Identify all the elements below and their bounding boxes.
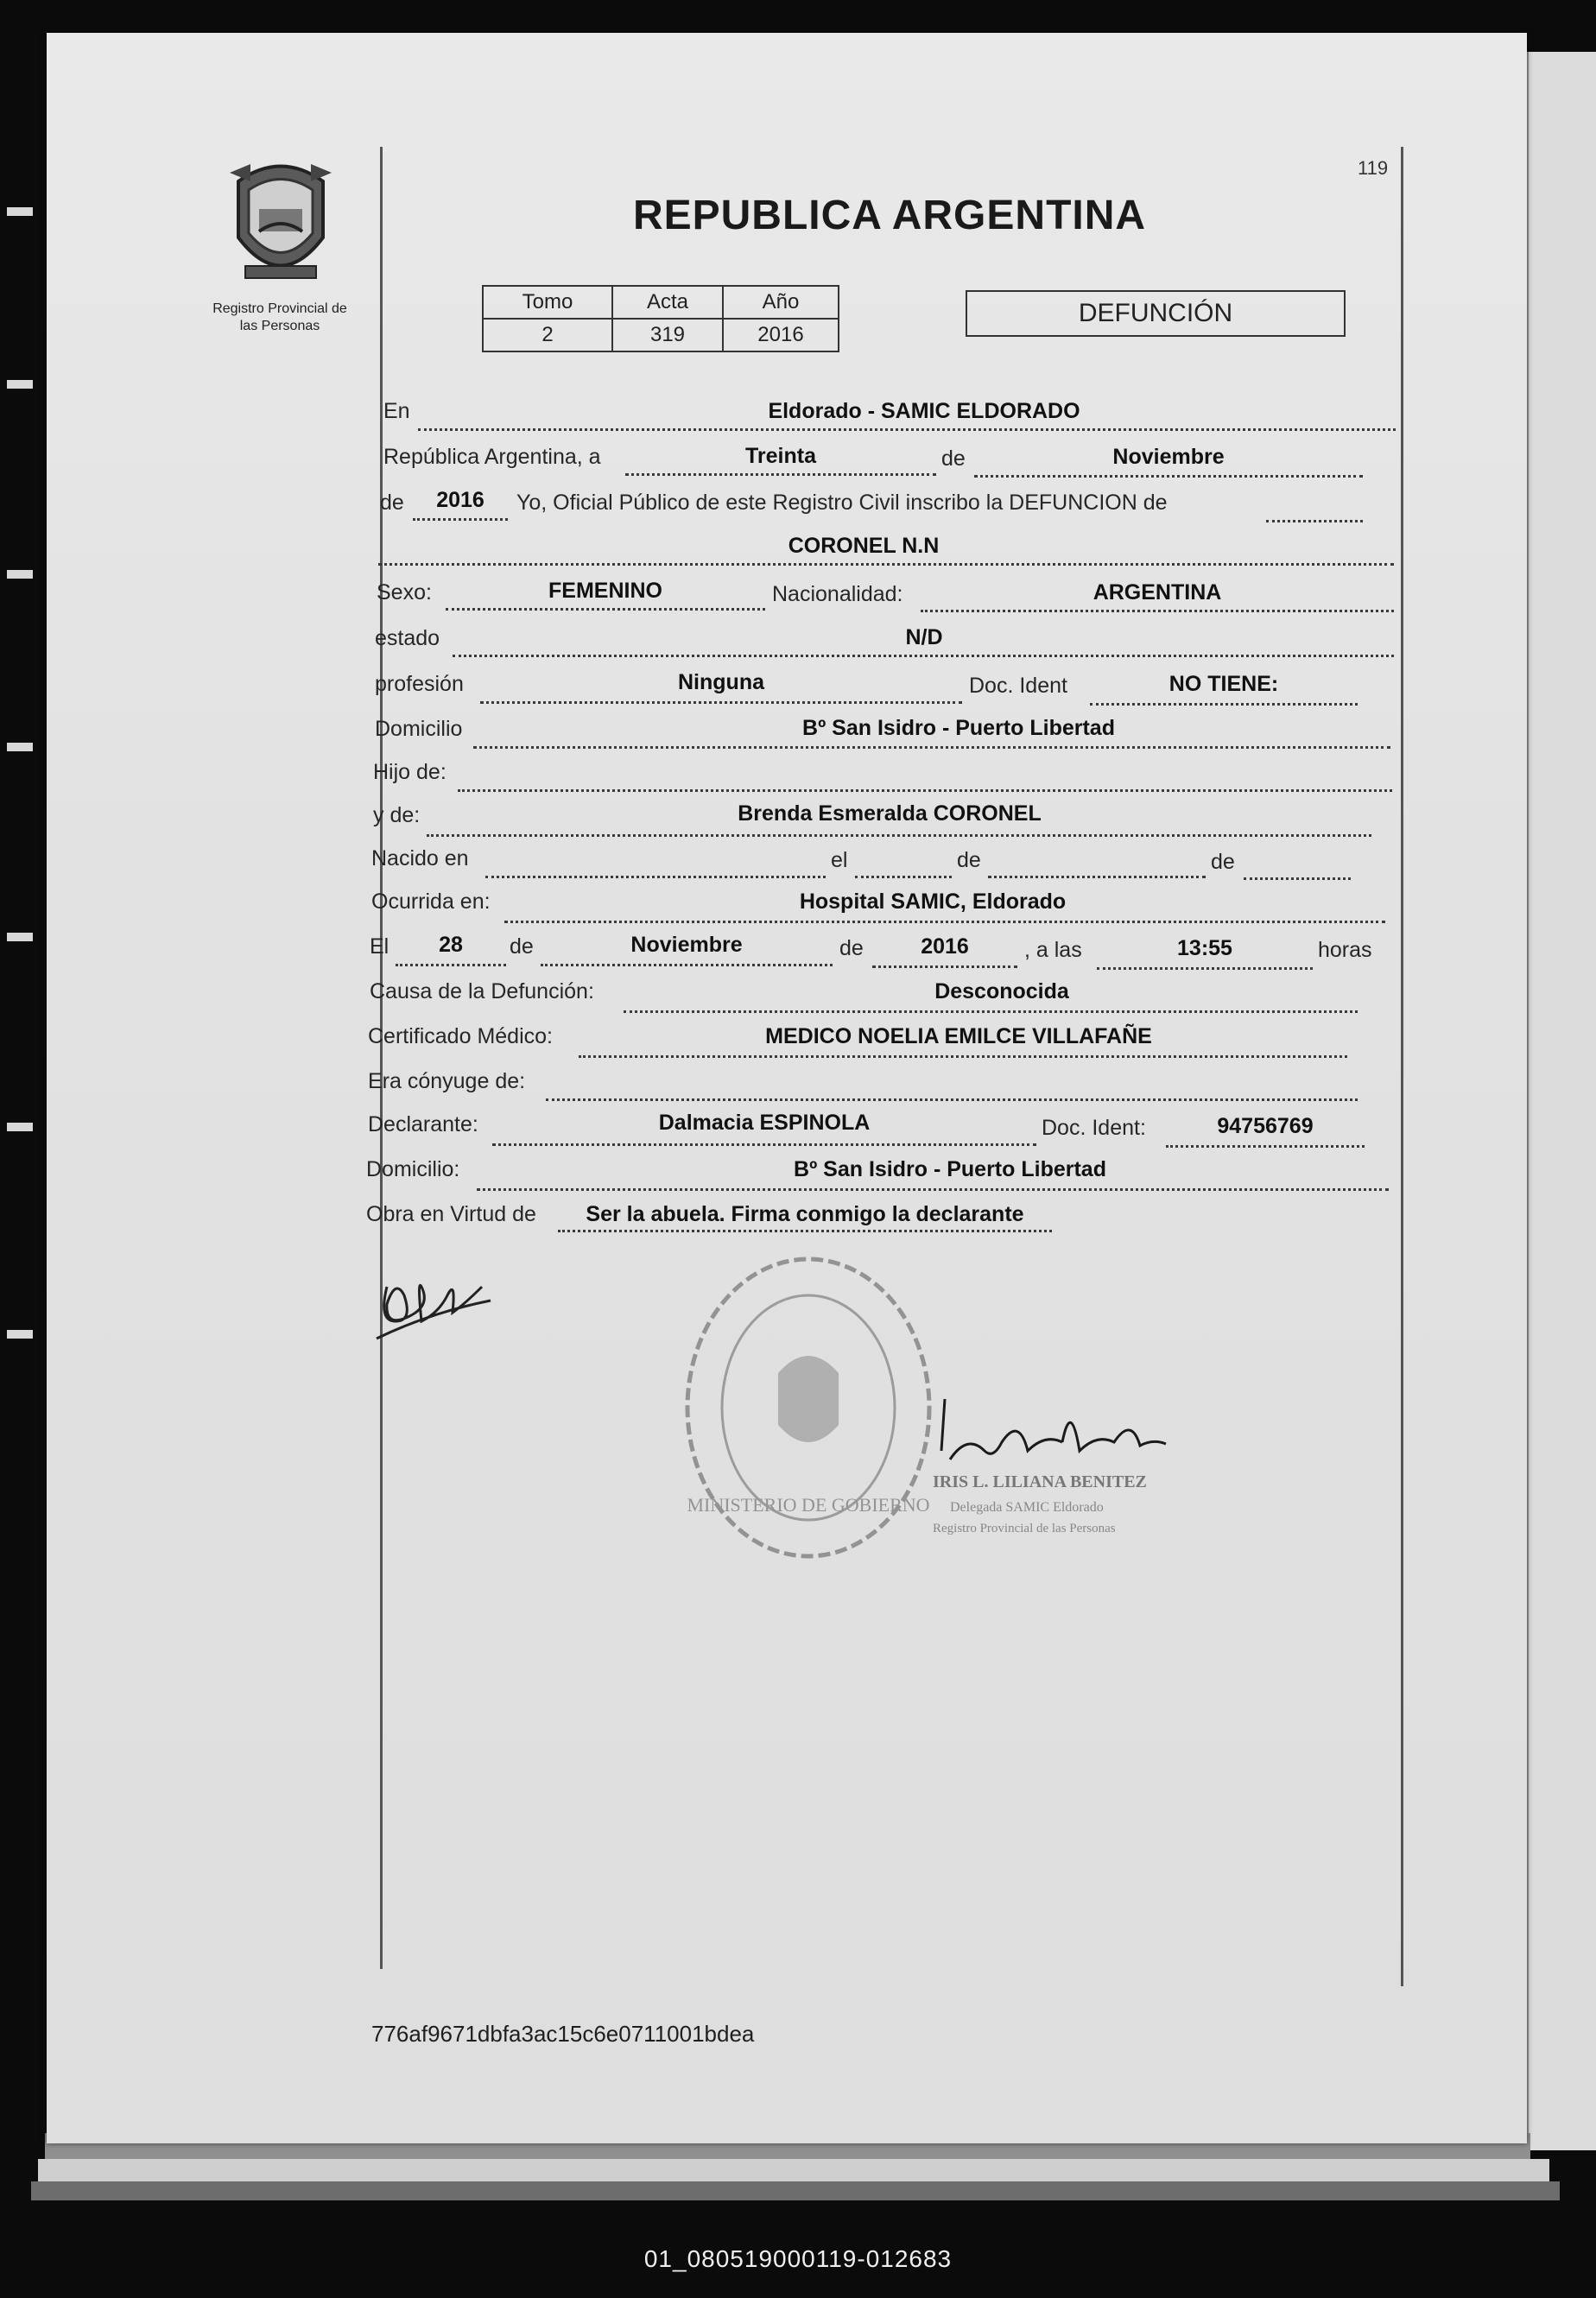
value-domicilio: Bº San Isidro - Puerto Libertad [802,716,1115,740]
value-el-dia: 28 [439,933,463,957]
label-ocurrida-en: Ocurrida en: [371,889,491,914]
page-number: 119 [1358,157,1389,179]
value-mes: Noviembre [1112,445,1225,469]
value-declarante-doc: 94756769 [1217,1114,1314,1138]
label-de: de [957,848,981,872]
value-obra: Ser la abuela. Firma conmigo la declarante [586,1202,1024,1226]
anio-header: Año [723,286,839,319]
label-domicilio: Domicilio: [366,1157,460,1181]
value-certificado: MEDICO NOELIA EMILCE VILLAFAÑE [765,1024,1152,1048]
label-hijo-de: Hijo de: [373,760,446,784]
value-dia-letras: Treinta [745,444,816,468]
label-certificado: Certificado Médico: [368,1024,553,1048]
document-title: REPUBLICA ARGENTINA [632,193,1147,238]
value-hora: 13:55 [1177,936,1232,960]
acta-value: 319 [612,319,723,351]
label-a-las: , a las [1024,938,1082,962]
label-y-de: y de: [373,803,421,827]
value-el-mes: Noviembre [630,933,743,957]
tomo-value: 2 [483,319,612,351]
adjacent-page [1527,52,1596,2150]
label-domicilio: Domicilio [375,717,463,741]
label-el-cap: El [370,934,390,959]
svg-text:IRIS L. LILIANA BENITEZ: IRIS L. LILIANA BENITEZ [933,1472,1147,1491]
acta-header: Acta [612,286,723,319]
label-obra: Obra en Virtud de [366,1202,536,1226]
label-de: de [1211,850,1235,874]
label-horas: horas [1318,938,1372,962]
value-doc-ident: NO TIENE: [1168,672,1279,696]
label-nacionalidad: Nacionalidad: [772,582,903,606]
label-sexo: Sexo: [377,580,432,605]
svg-text:Delegada SAMIC Eldorado: Delegada SAMIC Eldorado [950,1500,1104,1515]
misiones-coat-of-arms-icon [221,155,340,285]
value-estado: N/D [905,625,943,649]
binder-edge [0,207,47,1416]
label-declarante: Declarante: [368,1112,478,1136]
label-de: de [380,491,404,515]
declarant-signature-icon [370,1252,499,1356]
page-edge [38,2159,1549,2181]
label-republica: República Argentina, a [383,445,601,469]
document-hash: 776af9671dbfa3ac15c6e0711001bdea [371,2021,755,2047]
registry-caption: Registro Provincial de las Personas [212,301,347,333]
value-el-anio: 2016 [921,934,969,959]
value-declarante-domicilio: Bº San Isidro - Puerto Libertad [794,1157,1106,1181]
right-margin-line [1401,147,1403,1986]
label-de: de [510,934,534,959]
value-nombre: CORONEL N.N [788,534,940,558]
left-margin-line [380,147,383,1969]
label-doc-ident: Doc. Ident: [1042,1116,1146,1140]
svg-text:Registro Provincial de las Per: Registro Provincial de las Personas [933,1522,1116,1535]
label-doc-ident: Doc. Ident [969,674,1067,698]
registry-table [482,285,839,352]
official-signature-icon [933,1382,1175,1537]
label-profesion: profesión [375,672,464,696]
label-el: el [831,848,848,872]
scan-code: 01_080519000119-012683 [643,2245,953,2272]
value-declarante: Dalmacia ESPINOLA [658,1111,871,1135]
anio-value: 2016 [723,319,839,351]
value-anio: 2016 [436,488,484,512]
document-type-box: DEFUNCIÓN [966,290,1346,337]
label-de: de [941,446,966,471]
value-sexo: FEMENINO [548,579,662,603]
label-nacido-en: Nacido en [371,846,469,870]
value-profesion: Ninguna [678,670,764,694]
label-estado: estado [375,626,440,650]
label-de: de [839,936,864,960]
label-conyuge: Era cónyuge de: [368,1069,526,1093]
value-causa: Desconocida [934,979,1069,1003]
page-edge [31,2181,1560,2200]
tomo-header: Tomo [483,286,612,319]
value-nacionalidad: ARGENTINA [1092,580,1222,605]
value-y-de: Brenda Esmeralda CORONEL [738,801,1042,826]
label-en: En [383,399,410,423]
label-yo-oficial: Yo, Oficial Público de este Registro Civil inscribo la DEFUNCION de [516,491,1168,515]
svg-text:MINISTERIO DE GOBIERNO: MINISTERIO DE GOBIERNO [687,1494,930,1516]
official-seal-stamp-icon [679,1252,938,1563]
value-ocurrida-en: Hospital SAMIC, Eldorado [799,889,1067,914]
value-lugar: Eldorado - SAMIC ELDORADO [768,399,1080,423]
label-causa: Causa de la Defunción: [370,979,594,1003]
